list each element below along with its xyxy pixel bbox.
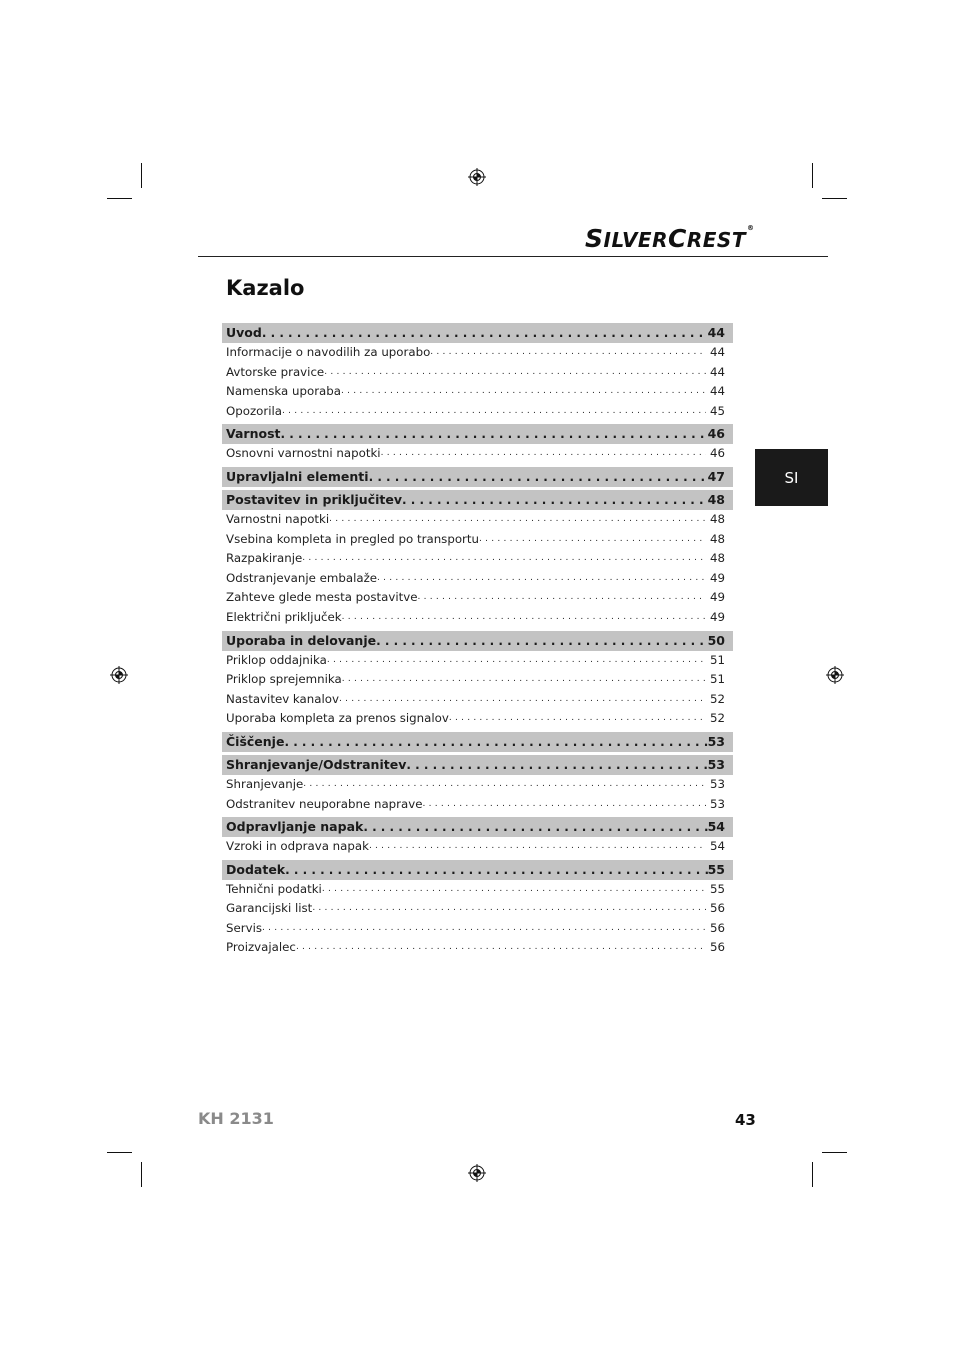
toc-leader-dots <box>369 837 706 857</box>
toc-entry-label: Proizvajalec <box>226 940 296 955</box>
toc-entry[interactable] <box>222 569 733 589</box>
toc-leader-dots <box>342 670 706 690</box>
toc-entry-label: Varnostni napotki <box>226 511 330 526</box>
toc-entry[interactable] <box>222 837 733 857</box>
page-title: Kazalo <box>226 276 305 300</box>
toc-entry-page: 46 <box>709 446 725 461</box>
toc-leader-dots <box>341 382 706 402</box>
toc-leader-dots <box>449 709 706 729</box>
toc-entry[interactable] <box>222 690 733 710</box>
language-tab <box>755 449 828 506</box>
toc-entry[interactable] <box>222 608 733 628</box>
toc-leader-dots <box>322 880 706 900</box>
toc-entry-page: 52 <box>709 711 725 726</box>
toc-entry[interactable] <box>222 510 733 530</box>
toc-leader-dots <box>402 490 708 510</box>
toc-heading-label: Upravljalni elementi <box>226 468 369 484</box>
toc-leader-dots <box>262 323 708 343</box>
toc-entry[interactable] <box>222 382 733 402</box>
crop-mark <box>141 163 142 188</box>
model-number: KH 2131 <box>198 1109 274 1128</box>
toc-entry[interactable] <box>222 530 733 550</box>
toc-entry-page: 44 <box>709 345 725 359</box>
toc-entry-page: 54 <box>709 839 725 854</box>
registration-mark-icon <box>468 168 486 186</box>
toc-entry[interactable] <box>222 899 733 919</box>
toc-section <box>222 490 733 628</box>
toc-heading-label: Varnost <box>226 426 281 442</box>
toc-heading-page: 50 <box>707 632 725 648</box>
toc-section <box>222 817 733 857</box>
toc-entry-label: Vsebina kompleta in pregled po transportu <box>226 531 479 546</box>
toc-entry[interactable] <box>222 444 733 464</box>
crop-mark <box>107 1152 132 1153</box>
toc-entry-label: Priklop oddajnika <box>226 652 327 667</box>
toc-leader-dots <box>281 424 708 444</box>
toc-entry-label: Nastavitev kanalov <box>226 691 339 706</box>
toc-entry-label: Priklop sprejemnika <box>226 672 342 687</box>
toc-section <box>222 323 733 421</box>
toc-leader-dots <box>312 899 706 919</box>
toc-section <box>222 631 733 729</box>
toc-leader-dots <box>296 938 706 958</box>
toc-entry-page: 53 <box>709 776 725 791</box>
toc-entry-label: Servis <box>226 920 263 935</box>
toc-entry-page: 49 <box>709 570 725 585</box>
toc-heading-label: Dodatek <box>226 861 286 877</box>
toc-section-heading[interactable] <box>222 732 733 752</box>
toc-entry[interactable] <box>222 919 733 939</box>
toc-leader-dots <box>422 795 706 815</box>
registration-mark-icon <box>468 1164 486 1182</box>
toc-leader-dots <box>479 530 706 550</box>
toc-heading-label: Uporaba in delovanje <box>226 632 377 648</box>
toc-entry-page: 56 <box>709 920 725 935</box>
table-of-contents <box>222 323 733 961</box>
toc-leader-dots <box>381 444 706 464</box>
toc-leader-dots <box>302 549 706 569</box>
toc-entry-page: 56 <box>709 940 725 955</box>
toc-entry-page: 53 <box>709 796 725 811</box>
registration-mark-icon <box>826 666 844 684</box>
toc-leader-dots <box>363 817 707 837</box>
toc-section-heading[interactable] <box>222 490 733 510</box>
toc-heading-label: Uvod <box>226 325 262 340</box>
toc-entry-label: Električni priključek <box>226 609 342 624</box>
toc-entry[interactable] <box>222 588 733 608</box>
toc-leader-dots <box>418 588 706 608</box>
toc-heading-label: Čiščenje <box>226 733 285 749</box>
toc-entry-label: Odstranitev neuporabne naprave <box>226 796 423 811</box>
toc-heading-page: 53 <box>707 733 725 749</box>
toc-section-heading[interactable] <box>222 424 733 444</box>
toc-heading-label: Odpravljanje napak <box>226 819 364 835</box>
toc-leader-dots <box>329 510 706 530</box>
toc-heading-page: 54 <box>707 819 725 835</box>
toc-leader-dots <box>282 402 706 422</box>
toc-leader-dots <box>369 467 708 487</box>
toc-entry[interactable] <box>222 343 733 363</box>
toc-entry[interactable] <box>222 363 733 383</box>
toc-heading-page: 47 <box>707 468 725 484</box>
toc-entry[interactable] <box>222 775 733 795</box>
toc-section-heading[interactable] <box>222 755 733 775</box>
page-number: 43 <box>735 1111 756 1129</box>
toc-entry-label: Avtorske pravice <box>226 364 325 379</box>
toc-entry[interactable] <box>222 651 733 671</box>
toc-entry-label: Osnovni varnostni napotki <box>226 446 381 461</box>
language-label: SI <box>784 468 799 487</box>
toc-heading-label: Postavitev in priključitev <box>226 491 402 507</box>
header-rule <box>198 256 828 257</box>
toc-entry-page: 48 <box>709 511 725 526</box>
crop-mark <box>812 1162 813 1187</box>
toc-entry-page: 49 <box>709 609 725 624</box>
crop-mark <box>812 163 813 188</box>
crop-mark <box>822 198 847 199</box>
crop-mark <box>141 1162 142 1187</box>
toc-entry-page: 51 <box>709 652 725 667</box>
toc-entry[interactable] <box>222 549 733 569</box>
toc-entry[interactable] <box>222 938 733 958</box>
toc-section <box>222 732 733 752</box>
toc-entry-label: Zahteve glede mesta postavitve <box>226 590 418 605</box>
silvercrest-logo: SILVERCREST® <box>585 224 755 253</box>
toc-entry[interactable] <box>222 670 733 690</box>
toc-entry-label: Tehnični podatki <box>226 881 322 896</box>
toc-leader-dots <box>324 363 706 383</box>
toc-entry-label: Informacije o navodilih za uporabo <box>226 345 431 359</box>
toc-entry-page: 48 <box>709 531 725 546</box>
toc-leader-dots <box>342 608 706 628</box>
registration-mark-icon <box>110 666 128 684</box>
toc-leader-dots <box>377 569 706 589</box>
toc-section <box>222 467 733 487</box>
toc-entry-page: 44 <box>709 384 725 399</box>
toc-entry-label: Razpakiranje <box>226 551 303 566</box>
toc-heading-page: 53 <box>707 756 725 772</box>
toc-entry-page: 55 <box>709 881 725 896</box>
toc-section <box>222 424 733 464</box>
toc-section-heading[interactable] <box>222 323 733 343</box>
toc-leader-dots <box>339 690 706 710</box>
toc-entry-page: 49 <box>709 590 725 605</box>
toc-entry-page: 48 <box>709 551 725 566</box>
toc-entry[interactable] <box>222 402 733 422</box>
toc-heading-page: 44 <box>707 325 725 340</box>
toc-entry-page: 44 <box>709 364 725 379</box>
toc-entry-label: Shranjevanje <box>226 776 304 791</box>
toc-leader-dots <box>303 775 706 795</box>
crop-mark <box>107 198 132 199</box>
toc-section <box>222 755 733 814</box>
toc-section-heading[interactable] <box>222 631 733 651</box>
toc-entry-label: Namenska uporaba <box>226 384 342 399</box>
toc-entry-page: 52 <box>709 691 725 706</box>
toc-entry-label: Uporaba kompleta za prenos signalov <box>226 711 449 726</box>
toc-section-heading[interactable] <box>222 467 733 487</box>
toc-entry[interactable] <box>222 880 733 900</box>
toc-leader-dots <box>285 860 707 880</box>
toc-section-heading[interactable] <box>222 817 733 837</box>
toc-leader-dots <box>376 631 707 651</box>
toc-leader-dots <box>406 755 707 775</box>
toc-entry-label: Vzroki in odprava napak <box>226 839 369 854</box>
toc-entry-label: Odstranjevanje embalaže <box>226 570 378 585</box>
toc-entry-page: 45 <box>709 403 725 418</box>
toc-heading-label: Shranjevanje/Odstranitev <box>226 756 407 772</box>
toc-heading-page: 48 <box>707 491 725 507</box>
crop-mark <box>822 1152 847 1153</box>
toc-entry-label: Opozorila <box>226 403 283 418</box>
toc-heading-page: 55 <box>707 861 725 877</box>
toc-section-heading[interactable] <box>222 860 733 880</box>
toc-leader-dots <box>262 919 706 939</box>
toc-section <box>222 860 733 958</box>
toc-entry-page: 56 <box>709 901 725 916</box>
toc-entry[interactable] <box>222 795 733 815</box>
toc-leader-dots <box>284 732 707 752</box>
toc-heading-page: 46 <box>707 426 725 442</box>
toc-entry[interactable] <box>222 709 733 729</box>
toc-entry-page: 51 <box>709 672 725 687</box>
toc-leader-dots <box>327 651 706 671</box>
toc-leader-dots <box>430 343 706 363</box>
toc-entry-label: Garancijski list <box>226 901 313 916</box>
